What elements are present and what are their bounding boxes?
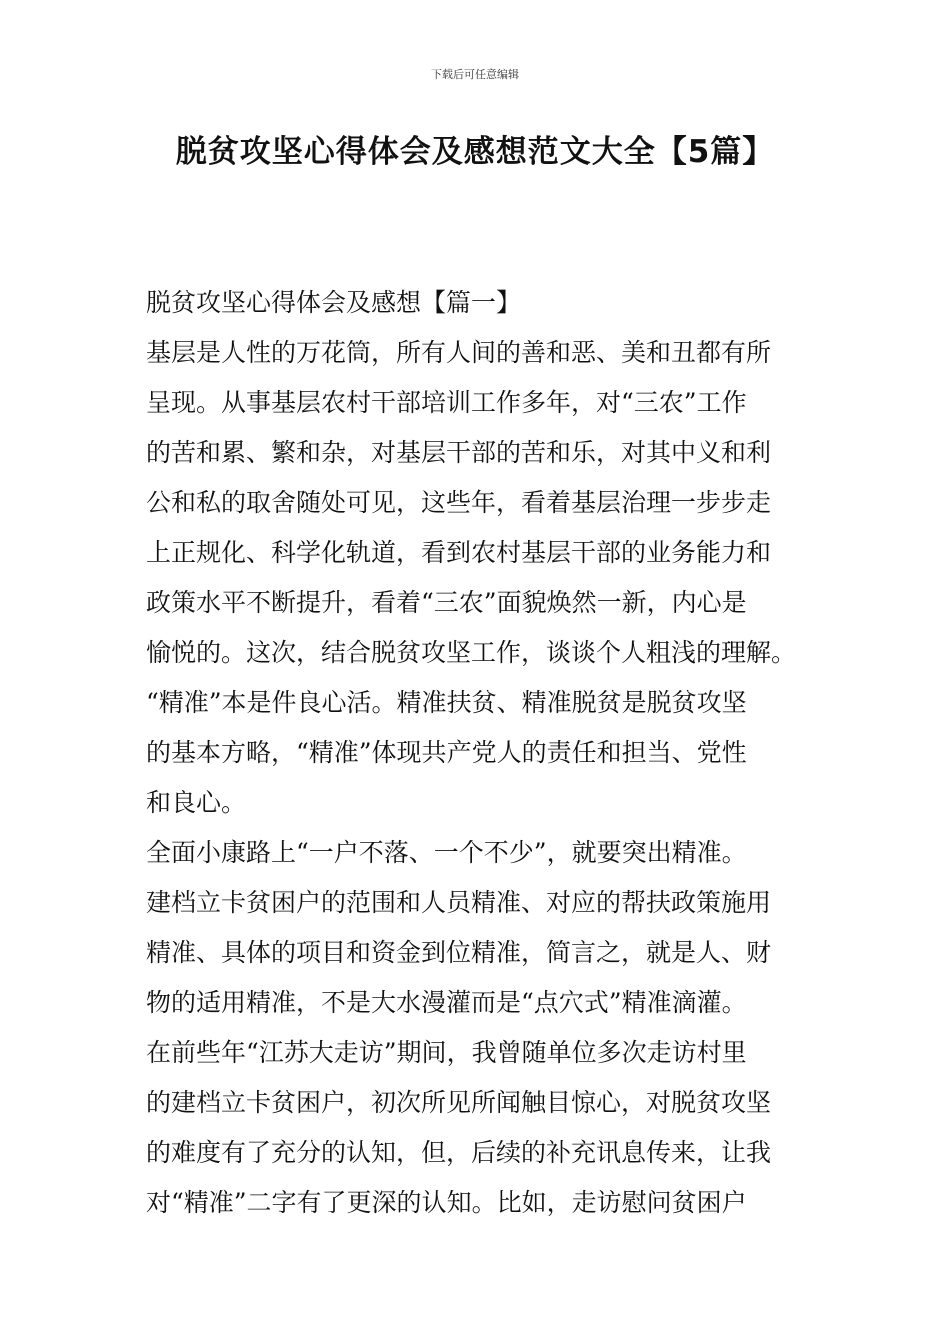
text-line: 的难度有了充分的认知，但，后续的补充讯息传来，让我: [146, 1138, 772, 1167]
text-line: “精准”本是件良心活。精准扶贫、精准脱贫是脱贫攻坚: [146, 688, 747, 717]
text-line: 公和私的取舍随处可见，这些年，看着基层治理一步步走: [146, 488, 772, 517]
text-line: 愉悦的。这次，结合脱贫攻坚工作，谈谈个人粗浅的理解。: [146, 638, 797, 667]
body-text: [146, 278, 810, 1228]
text-line: 基层是人性的万花筒，所有人间的善和恶、美和丑都有所: [146, 338, 772, 367]
text-line: 全面小康路上“一户不落、一个不少”，就要突出精准。: [146, 838, 747, 867]
text-line: 的建档立卡贫困户，初次所见所闻触目惊心，对脱贫攻坚: [146, 1088, 772, 1117]
text-line: 物的适用精准，不是大水漫灌而是“点穴式”精准滴灌。: [146, 988, 747, 1017]
document-title: 脱贫攻坚心得体会及感想范文大全【5篇】: [175, 134, 775, 170]
text-line: 对“精准”二字有了更深的认知。比如，走访慰问贫困户: [146, 1188, 747, 1217]
text-line: 在前些年“江苏大走访”期间，我曾随单位多次走访村里: [146, 1038, 747, 1067]
text-line: 呈现。从事基层农村干部培训工作多年，对“三农”工作: [146, 388, 747, 417]
text-line: 上正规化、科学化轨道，看到农村基层干部的业务能力和: [146, 538, 772, 567]
header-note: 下载后可任意编辑: [431, 68, 519, 81]
text-line: 的苦和累、繁和杂，对基层干部的苦和乐，对其中义和利: [146, 438, 772, 467]
text-line: 建档立卡贫困户的范围和人员精准、对应的帮扶政策施用: [146, 888, 772, 917]
text-line: 精准、具体的项目和资金到位精准，简言之，就是人、财: [146, 938, 772, 967]
section-heading: 脱贫攻坚心得体会及感想【篇一】: [146, 288, 522, 317]
text-line: 和良心。: [146, 788, 247, 817]
text-line: 的基本方略，“精准”体现共产党人的责任和担当、党性: [146, 738, 747, 767]
text-line: 政策水平不断提升，看着“三农”面貌焕然一新，内心是: [146, 588, 747, 617]
